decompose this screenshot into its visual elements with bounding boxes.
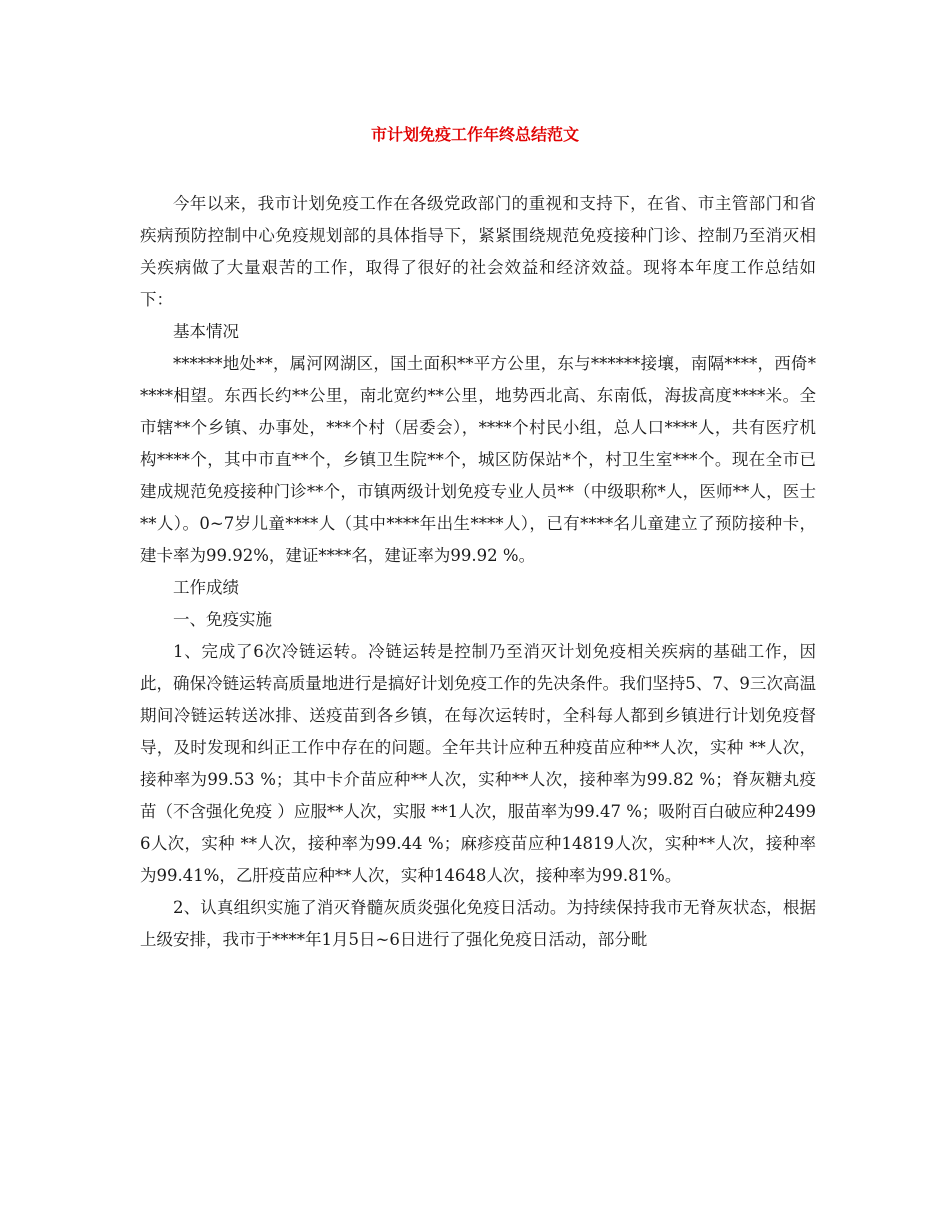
paragraph-intro: 今年以来，我市计划免疫工作在各级党政部门的重视和支持下，在省、市主管部门和省疾病预防控制中心免疫规划部的具体指导下，紧紧围绕规范免疫接种门诊、控制乃至消灭相关疾病做了大量艰苦的工作，取得了很好的社会效益和经济效益。现将本年度工作总结如下： xyxy=(140,194,816,309)
document-title: 市计划免疫工作年终总结范文 xyxy=(370,125,579,144)
heading-immunization: 一、免疫实施 xyxy=(173,610,272,629)
heading-basic-situation: 基本情况 xyxy=(173,322,239,341)
paragraph-basic-situation: ******地处**，属河网湖区，国土面积**平方公里，东与******接壤，南隔****，西倚*****相望。东西长约**公里，南北宽约**公里，地势西北高、东南低，海拔高度****米。全市辖**个乡镇、办事处，***个村（居委会），****个村民小组，总人口****人，共有医疗机构****个，其中市直**个，乡镇卫生院**个，城区防保站*个，村卫生室***个。现在全市已建成规范免疫接种门诊**个，市镇两级计划免疫专业人员**（中级职称*人，医师**人，医士**人）。0~7岁儿童****人（其中****年出生****人），已有****名儿童建立了预防接种卡，建卡率为99.92%，建证****名，建证率为99.92 %。 xyxy=(140,354,816,565)
document-body xyxy=(140,188,816,956)
paragraph-cold-chain: 1、完成了6次冷链运转。冷链运转是控制乃至消灭计划免疫相关疾病的基础工作，因此，确保冷链运转高质量地进行是搞好计划免疫工作的先决条件。我们坚持5、7、9三次高温期间冷链运转送冰排、送疫苗到各乡镇，在每次运转时，全科每人都到乡镇进行计划免疫督导，及时发现和纠正工作中存在的问题。全年共计应种五种疫苗应种**人次，实种 **人次，接种率为99.53 %；其中卡介苗应种**人次，实种**人次，接种率为99.82 %；脊灰糖丸疫苗（不含强化免疫 ）应服**人次，实服 **1人次，服苗率为99.47 %；吸附百白破应种24996人次，实种 **人次，接种率为99.44 %；麻疹疫苗应种14819人次，实种**人次，接种率为99.41%，乙肝疫苗应种**人次，实种14648人次，接种率为99.81%。 xyxy=(140,642,816,885)
paragraph-polio-campaign: 2、认真组织实施了消灭脊髓灰质炎强化免疫日活动。为持续保持我市无脊灰状态，根据上级安排，我市于****年1月5日~6日进行了强化免疫日活动，部分毗 xyxy=(140,898,816,949)
heading-achievements: 工作成绩 xyxy=(173,578,239,597)
